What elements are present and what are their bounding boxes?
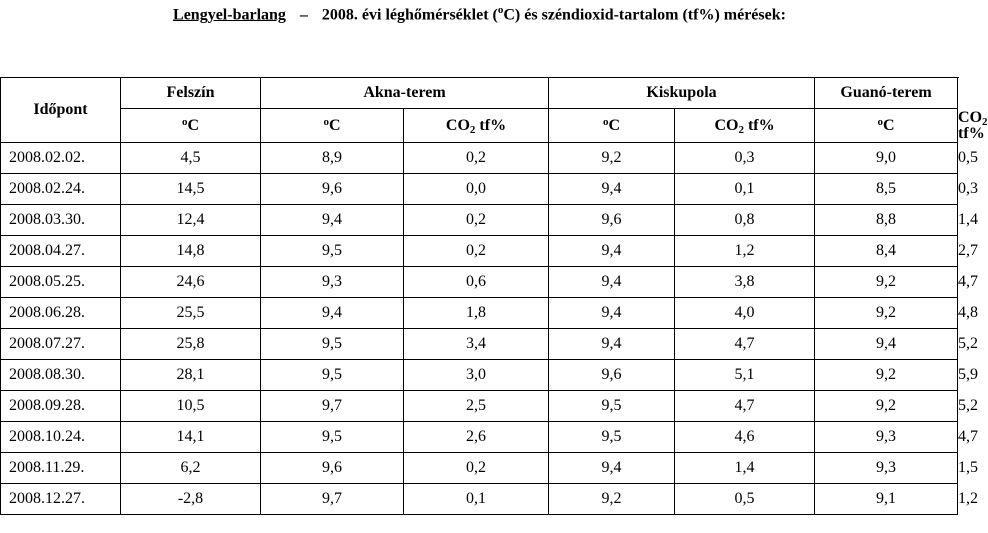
value-cell: 0,2 [404, 143, 549, 174]
value-cell: 9,5 [261, 360, 404, 391]
value-cell: 9,0 [815, 143, 958, 174]
table-row: 2008.12.27. -2,8 9,7 0,1 9,2 0,5 9,1 1,2 [1, 484, 958, 515]
value-cell: 0,8 [675, 205, 815, 236]
value-cell: 9,4 [261, 205, 404, 236]
table-row: 2008.02.24. 14,5 9,6 0,0 9,4 0,1 8,5 0,3 [1, 174, 958, 205]
value-cell: 9,6 [549, 360, 675, 391]
value-cell: 14,8 [121, 236, 261, 267]
value-cell: 9,4 [549, 298, 675, 329]
value-cell: 9,3 [815, 422, 958, 453]
header-row-units: $^o$C $^o$C $CO_2$ tf% $^o$C $CO_2$ tf% $^o$C $CO_2$ tf% [1, 109, 958, 143]
value-cell: 9,4 [815, 329, 958, 360]
value-cell: 8,8 [815, 205, 958, 236]
value-cell: 3,8 [675, 267, 815, 298]
value-cell: 9,3 [815, 453, 958, 484]
value-cell: 9,2 [815, 360, 958, 391]
value-cell: 9,2 [549, 143, 675, 174]
value-cell: 3,0 [404, 360, 549, 391]
location-header-guano-terem: Guanó-terem [815, 78, 958, 109]
table-row: 2008.05.25. 24,6 9,3 0,6 9,4 3,8 9,2 4,7 [1, 267, 958, 298]
location-header-kiskupola: Kiskupola [549, 78, 815, 109]
unit-co2: $CO_2$ tf% [675, 109, 815, 143]
table-row: 2008.11.29. 6,2 9,6 0,2 9,4 1,4 9,3 1,5 [1, 453, 958, 484]
value-cell: 6,2 [121, 453, 261, 484]
value-cell: 8,4 [815, 236, 958, 267]
unit-celsius: $^o$C [815, 109, 958, 143]
value-cell: 9,7 [261, 391, 404, 422]
title-dash: – [299, 6, 308, 24]
value-cell: 1,4 [675, 453, 815, 484]
value-cell: 9,4 [549, 236, 675, 267]
date-cell: 2008.07.27. [1, 329, 121, 360]
value-cell: 0,0 [404, 174, 549, 205]
value-cell: 4,0 [675, 298, 815, 329]
unit-celsius: $^o$C [261, 109, 404, 143]
value-cell: 9,5 [261, 236, 404, 267]
location-header-akna-terem: Akna-terem [261, 78, 549, 109]
value-cell: 14,1 [121, 422, 261, 453]
value-cell: 14,5 [121, 174, 261, 205]
table-row: 2008.08.30. 28,1 9,5 3,0 9,6 5,1 9,2 5,9 [1, 360, 958, 391]
title-text-rest: C) és széndioxid-tartalom (tf%) mérések: [503, 6, 786, 24]
table-row: 2008.06.28. 25,5 9,4 1,8 9,4 4,0 9,2 4,8 [1, 298, 958, 329]
value-cell: -2,8 [121, 484, 261, 515]
value-cell: 4,5 [121, 143, 261, 174]
value-cell: 9,5 [261, 422, 404, 453]
cave-name: Lengyel-barlang [173, 6, 286, 24]
date-cell: 2008.02.24. [1, 174, 121, 205]
value-cell: 1,8 [404, 298, 549, 329]
date-cell: 2008.11.29. [1, 453, 121, 484]
location-header-felszin: Felszín [121, 78, 261, 109]
date-cell: 2008.04.27. [1, 236, 121, 267]
title-text-prefix: 2008. évi léghőmérséklet ( [321, 6, 498, 24]
value-cell: 9,4 [549, 174, 675, 205]
value-cell: 9,5 [261, 329, 404, 360]
value-cell: 9,2 [815, 391, 958, 422]
unit-celsius: $^o$C [549, 109, 675, 143]
value-cell: 9,6 [261, 453, 404, 484]
date-cell: 2008.12.27. [1, 484, 121, 515]
value-cell: 5,1 [675, 360, 815, 391]
value-cell: 9,6 [261, 174, 404, 205]
value-cell: 1,2 [675, 236, 815, 267]
table-row: 2008.02.02. 4,5 8,9 0,2 9,2 0,3 9,0 0,5 [1, 143, 958, 174]
value-cell: 12,4 [121, 205, 261, 236]
value-cell: 0,1 [404, 484, 549, 515]
value-cell: 25,8 [121, 329, 261, 360]
date-cell: 2008.05.25. [1, 267, 121, 298]
value-cell: 9,3 [261, 267, 404, 298]
value-cell: 0,6 [404, 267, 549, 298]
value-cell: 0,2 [404, 205, 549, 236]
date-cell: 2008.09.28. [1, 391, 121, 422]
value-cell: 9,6 [549, 205, 675, 236]
value-cell: 3,4 [404, 329, 549, 360]
value-cell: 9,4 [549, 267, 675, 298]
date-cell: 2008.08.30. [1, 360, 121, 391]
value-cell: 2,6 [404, 422, 549, 453]
value-cell: 0,2 [404, 453, 549, 484]
value-cell: 9,2 [815, 267, 958, 298]
value-cell: 9,2 [815, 298, 958, 329]
value-cell: 4,7 [675, 391, 815, 422]
unit-celsius: $^o$C [121, 109, 261, 143]
value-cell: 9,2 [549, 484, 675, 515]
value-cell: 8,5 [815, 174, 958, 205]
table-row: 2008.03.30. 12,4 9,4 0,2 9,6 0,8 8,8 1,4 [1, 205, 958, 236]
value-cell: 25,5 [121, 298, 261, 329]
value-cell: 0,3 [675, 143, 815, 174]
date-cell: 2008.02.02. [1, 143, 121, 174]
value-cell: 10,5 [121, 391, 261, 422]
table-row: 2008.10.24. 14,1 9,5 2,6 9,5 4,6 9,3 4,7 [1, 422, 958, 453]
value-cell: 2,5 [404, 391, 549, 422]
value-cell: 4,7 [675, 329, 815, 360]
value-cell: 24,6 [121, 267, 261, 298]
value-cell: 4,6 [675, 422, 815, 453]
date-cell: 2008.06.28. [1, 298, 121, 329]
value-cell: 8,9 [261, 143, 404, 174]
header-row-locations [1, 78, 958, 109]
date-column-header: Időpont [1, 78, 121, 143]
date-cell: 2008.10.24. [1, 422, 121, 453]
document-title [0, 0, 959, 24]
table-row: 2008.09.28. 10,5 9,7 2,5 9,5 4,7 9,2 5,2 [1, 391, 958, 422]
value-cell: 9,5 [549, 422, 675, 453]
value-cell: 9,7 [261, 484, 404, 515]
date-cell: 2008.03.30. [1, 205, 121, 236]
unit-co2: $CO_2$ tf% [404, 109, 549, 143]
value-cell: 28,1 [121, 360, 261, 391]
value-cell: 9,4 [549, 453, 675, 484]
table-body [1, 143, 979, 515]
value-cell: 9,1 [815, 484, 958, 515]
title-degree: o [497, 4, 504, 16]
value-cell: 0,1 [675, 174, 815, 205]
value-cell: 0,5 [675, 484, 815, 515]
measurement-table [0, 77, 988, 515]
value-cell: 9,4 [549, 329, 675, 360]
table-row: 2008.07.27. 25,8 9,5 3,4 9,4 4,7 9,4 5,2 [1, 329, 958, 360]
value-cell: 0,2 [404, 236, 549, 267]
value-cell: 9,5 [549, 391, 675, 422]
table-row: 2008.04.27. 14,8 9,5 0,2 9,4 1,2 8,4 2,7 [1, 236, 958, 267]
value-cell: 9,4 [261, 298, 404, 329]
